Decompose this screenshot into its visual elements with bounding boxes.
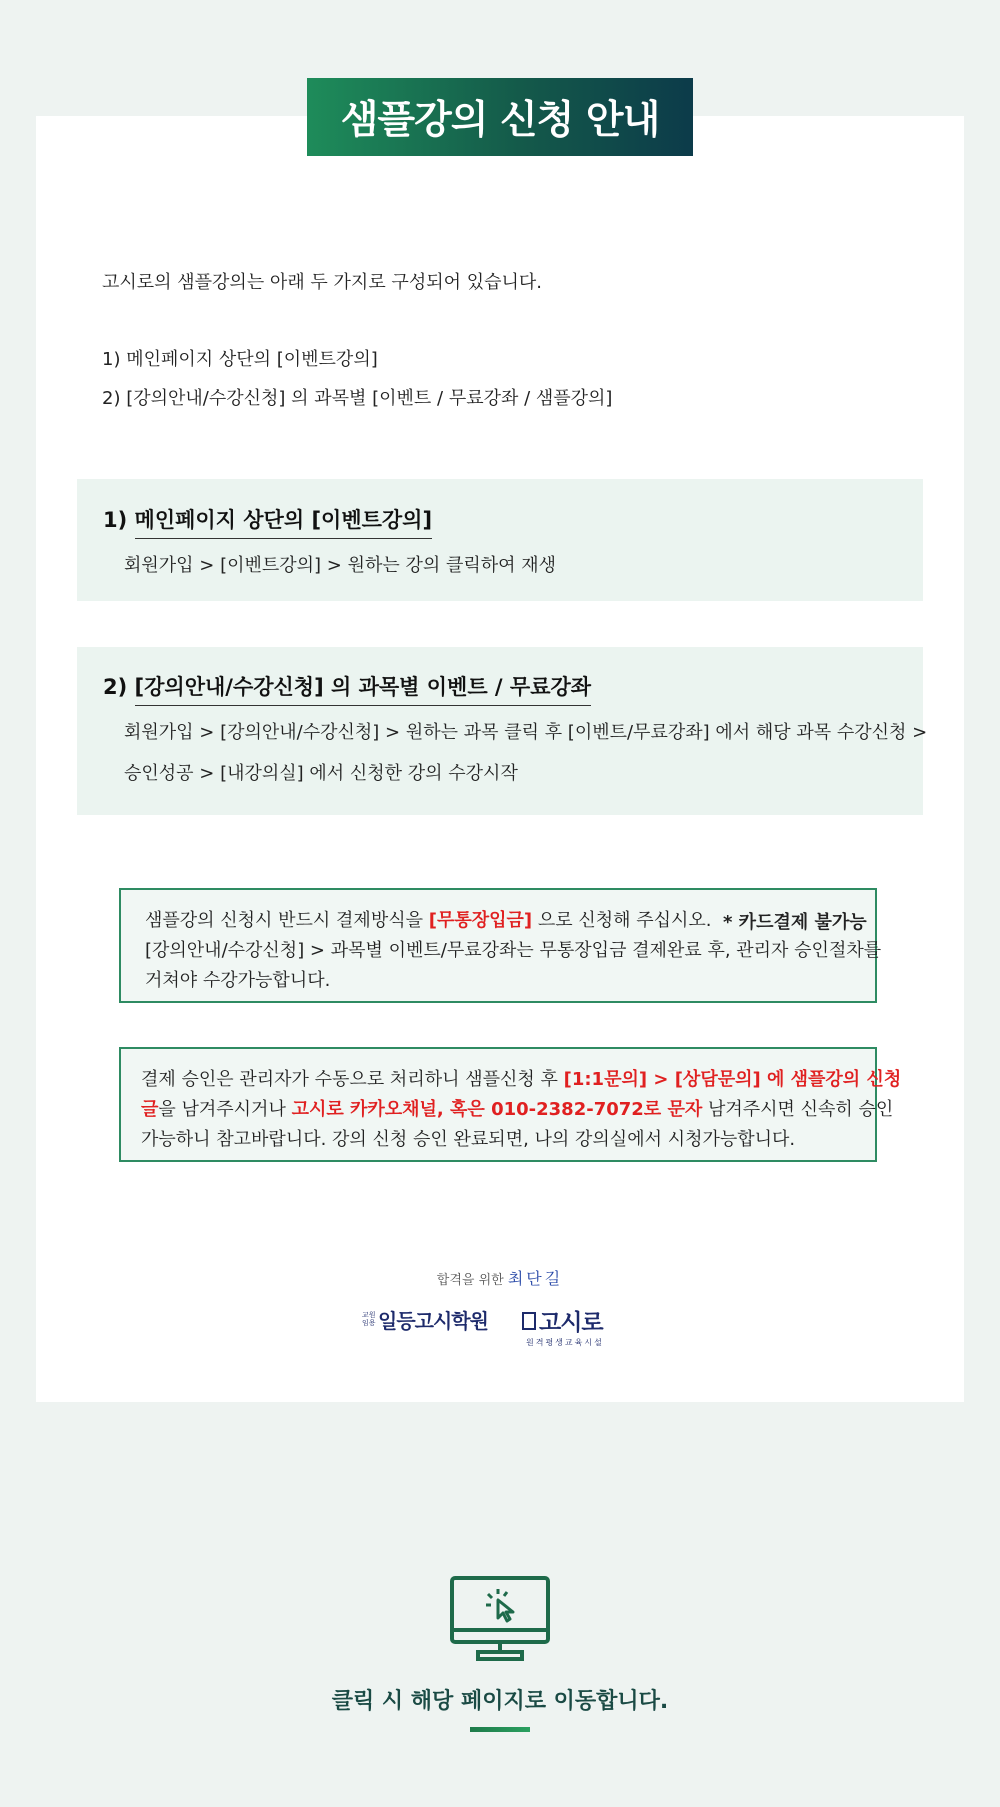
- notice2-highlight-cont: 글: [141, 1099, 159, 1120]
- section1-text: 회원가입 > [이벤트강의] > 원하는 강의 클릭하여 재생: [124, 555, 557, 576]
- gosiro-logo: [522, 1304, 604, 1347]
- section1-number: 1): [103, 508, 128, 532]
- notice2-text-a: 결제 승인은 관리자가 수동으로 처리하니 샘플신청 후: [141, 1069, 558, 1090]
- ildeung-logo-small: 교원임용: [362, 1311, 376, 1327]
- tagline-text: 합격을 위한: [436, 1273, 504, 1288]
- ildeung-logo: [362, 1304, 488, 1334]
- section-event-lecture: [77, 479, 923, 601]
- notice2-text-b: 을 남겨주시거나: [158, 1099, 286, 1120]
- section2-number: 2): [103, 675, 128, 699]
- gosiro-logo-text: 고시로: [539, 1310, 603, 1336]
- ildeung-logo-text: 일등고시학원: [378, 1308, 488, 1333]
- tagline-accent: 최단길: [507, 1269, 564, 1288]
- gosiro-logo-sub: 원격평생교육시설: [526, 1338, 604, 1347]
- notice1-text-a: 샘플강의 신청시 반드시 결제방식을: [145, 910, 423, 931]
- cta-underline: [470, 1727, 530, 1732]
- notice2-line1: [141, 1065, 901, 1091]
- intro-item-1: 1) 메인페이지 상단의 [이벤트강의]: [102, 349, 378, 370]
- tagline: [0, 1266, 1000, 1289]
- notice2-text-c: 남겨주시면 신속히 승인: [707, 1099, 894, 1120]
- page-title: 샘플강의 신청 안내: [307, 78, 693, 156]
- notice1-text-b: 으로 신청해 주십시오.: [537, 910, 712, 931]
- section1-title: 메인페이지 상단의 [이벤트강의]: [135, 504, 433, 539]
- notice2-contact-highlight: 고시로 카카오채널, 혹은 010-2382-7072로 문자: [291, 1099, 703, 1120]
- section1-heading: [103, 504, 432, 539]
- section2-text-1: 회원가입 > [강의안내/수강신청] > 원하는 과목 클릭 후 [이벤트/무료강좌] 에서 해당 과목 수강신청 >: [124, 722, 928, 743]
- notice2-line2: [141, 1095, 893, 1121]
- notice2-line3: 가능하니 참고바랍니다. 강의 신청 승인 완료되면, 나의 강의실에서 시청가능합니다.: [141, 1129, 796, 1150]
- cta-text[interactable]: 클릭 시 해당 페이지로 이동합니다.: [331, 1689, 669, 1714]
- section2-text-2: 승인성공 > [내강의실] 에서 신청한 강의 수강시작: [124, 763, 518, 784]
- gosiro-logo-main: [522, 1304, 604, 1337]
- section2-heading: [103, 671, 591, 706]
- monitor-click-icon[interactable]: [448, 1574, 552, 1662]
- payment-notice: [119, 888, 882, 1003]
- notice1-line3: 거쳐야 수강가능합니다.: [145, 970, 331, 991]
- notice1-line1: [145, 906, 712, 932]
- intro-item-2: 2) [강의안내/수강신청] 의 과목별 [이벤트 / 무료강좌 / 샘플강의]: [102, 388, 613, 409]
- notice2-inquiry-highlight: [1:1문의] > [상담문의] 에 샘플강의 신청: [563, 1069, 902, 1090]
- section2-title: [강의안내/수강신청] 의 과목별 이벤트 / 무료강좌: [135, 671, 592, 706]
- gosiro-logo-icon: [522, 1312, 536, 1330]
- card-payment-note: * 카드결제 불가능: [723, 912, 867, 933]
- section-subject-lecture: [77, 647, 928, 815]
- notice1-line2: [강의안내/수강신청] > 과목별 이벤트/무료강좌는 무통장입금 결제완료 후, 관리자 승인절차를: [145, 940, 882, 961]
- intro-text: 고시로의 샘플강의는 아래 두 가지로 구성되어 있습니다.: [102, 272, 542, 293]
- approval-notice: [119, 1047, 902, 1162]
- notice1-highlight: [무통장입금]: [428, 910, 533, 931]
